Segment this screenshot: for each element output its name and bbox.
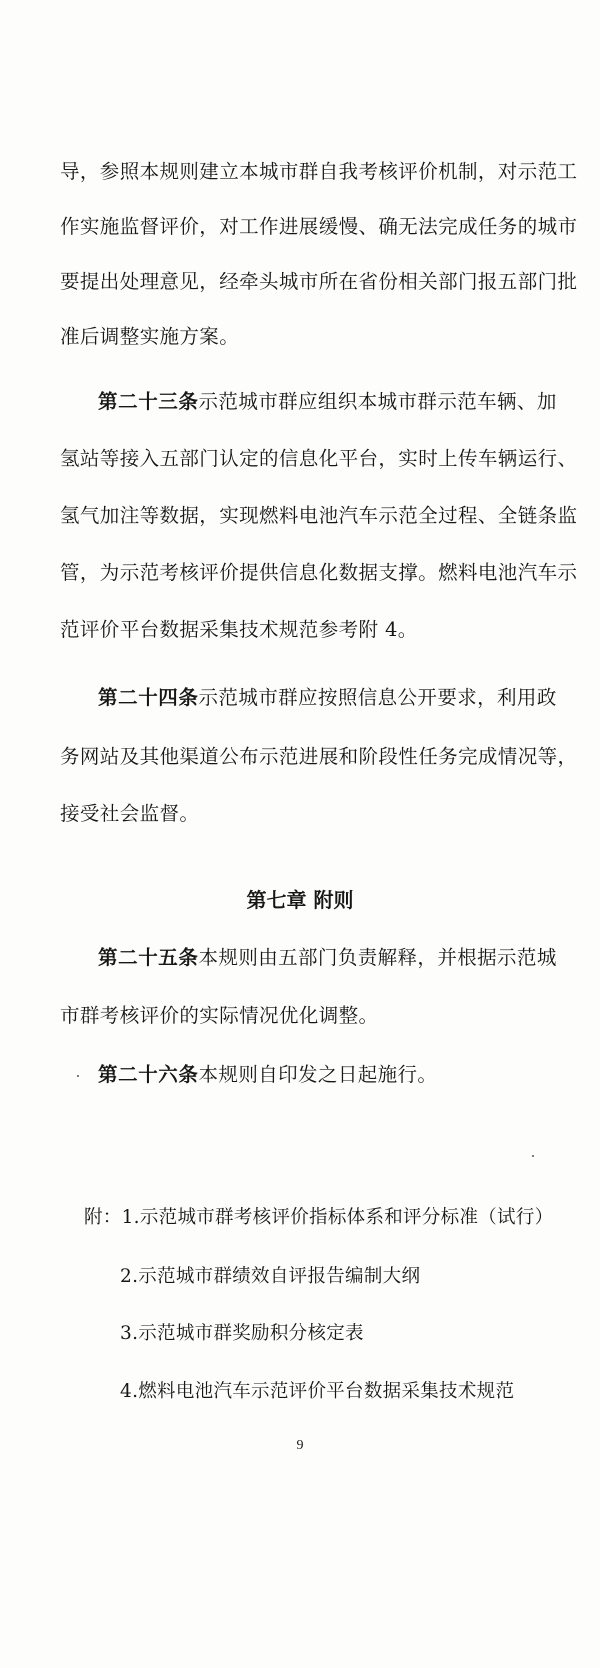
paragraph-line: 市群考核评价的实际情况优化调整。: [60, 1004, 379, 1027]
paragraph-line: 接受社会监督。: [60, 802, 200, 825]
attachment-item: 2.示范城市群绩效自评报告编制大纲: [120, 1266, 421, 1287]
article-text: 示范城市群应按照信息公开要求，利用政: [198, 686, 557, 709]
article-26-first-line: [98, 1063, 600, 1087]
paragraph-line: 准后调整实施方案。: [60, 325, 240, 348]
article-text: 本规则由五部门负责解释，并根据示范城: [198, 946, 557, 969]
paragraph-line: 范评价平台数据采集技术规范参考附 4。: [60, 618, 418, 641]
article-text: 示范城市群应组织本城市群示范车辆、加: [198, 390, 557, 413]
scan-speck: [77, 1075, 79, 1077]
attachment-item: 1.示范城市群考核评价指标体系和评分标准（试行）: [121, 1207, 554, 1228]
attachment-item: 3.示范城市群奖励积分核定表: [120, 1323, 364, 1344]
paragraph-line: 务网站及其他渠道公布示范进展和阶段性任务完成情况等，: [60, 745, 578, 768]
article-text: 本规则自印发之日起施行。: [198, 1063, 438, 1086]
page-number: 9: [296, 1438, 304, 1453]
article-label: 第二十三条: [98, 390, 199, 413]
paragraph-line: 作实施监督评价，对工作进展缓慢、确无法完成任务的城市: [60, 215, 578, 238]
chapter-title: 第七章 附则: [246, 888, 354, 912]
article-label: 第二十四条: [98, 686, 199, 709]
article-label: 第二十六条: [98, 1063, 199, 1086]
paragraph-line: 导，参照本规则建立本城市群自我考核评价机制，对示范工: [60, 160, 578, 183]
paragraph-line: 管，为示范考核评价提供信息化数据支撑。燃料电池汽车示: [60, 561, 578, 584]
article-23-first-line: [98, 390, 600, 414]
attachment-prefix: 附：: [84, 1207, 122, 1228]
paragraph-line: 要提出处理意见，经牵头城市所在省份相关部门报五部门批: [60, 270, 578, 293]
paragraph-line: 氢气加注等数据，实现燃料电池汽车示范全过程、全链条监: [60, 504, 578, 527]
article-label: 第二十五条: [98, 946, 199, 969]
attachment-item: 4.燃料电池汽车示范评价平台数据采集技术规范: [120, 1381, 515, 1402]
article-25-first-line: [98, 946, 600, 970]
article-24-first-line: [98, 686, 600, 710]
scan-speck: [532, 1155, 534, 1157]
attachment-list-first-line: [84, 1206, 553, 1230]
paragraph-line: 氢站等接入五部门认定的信息化平台，实时上传车辆运行、: [60, 447, 578, 470]
